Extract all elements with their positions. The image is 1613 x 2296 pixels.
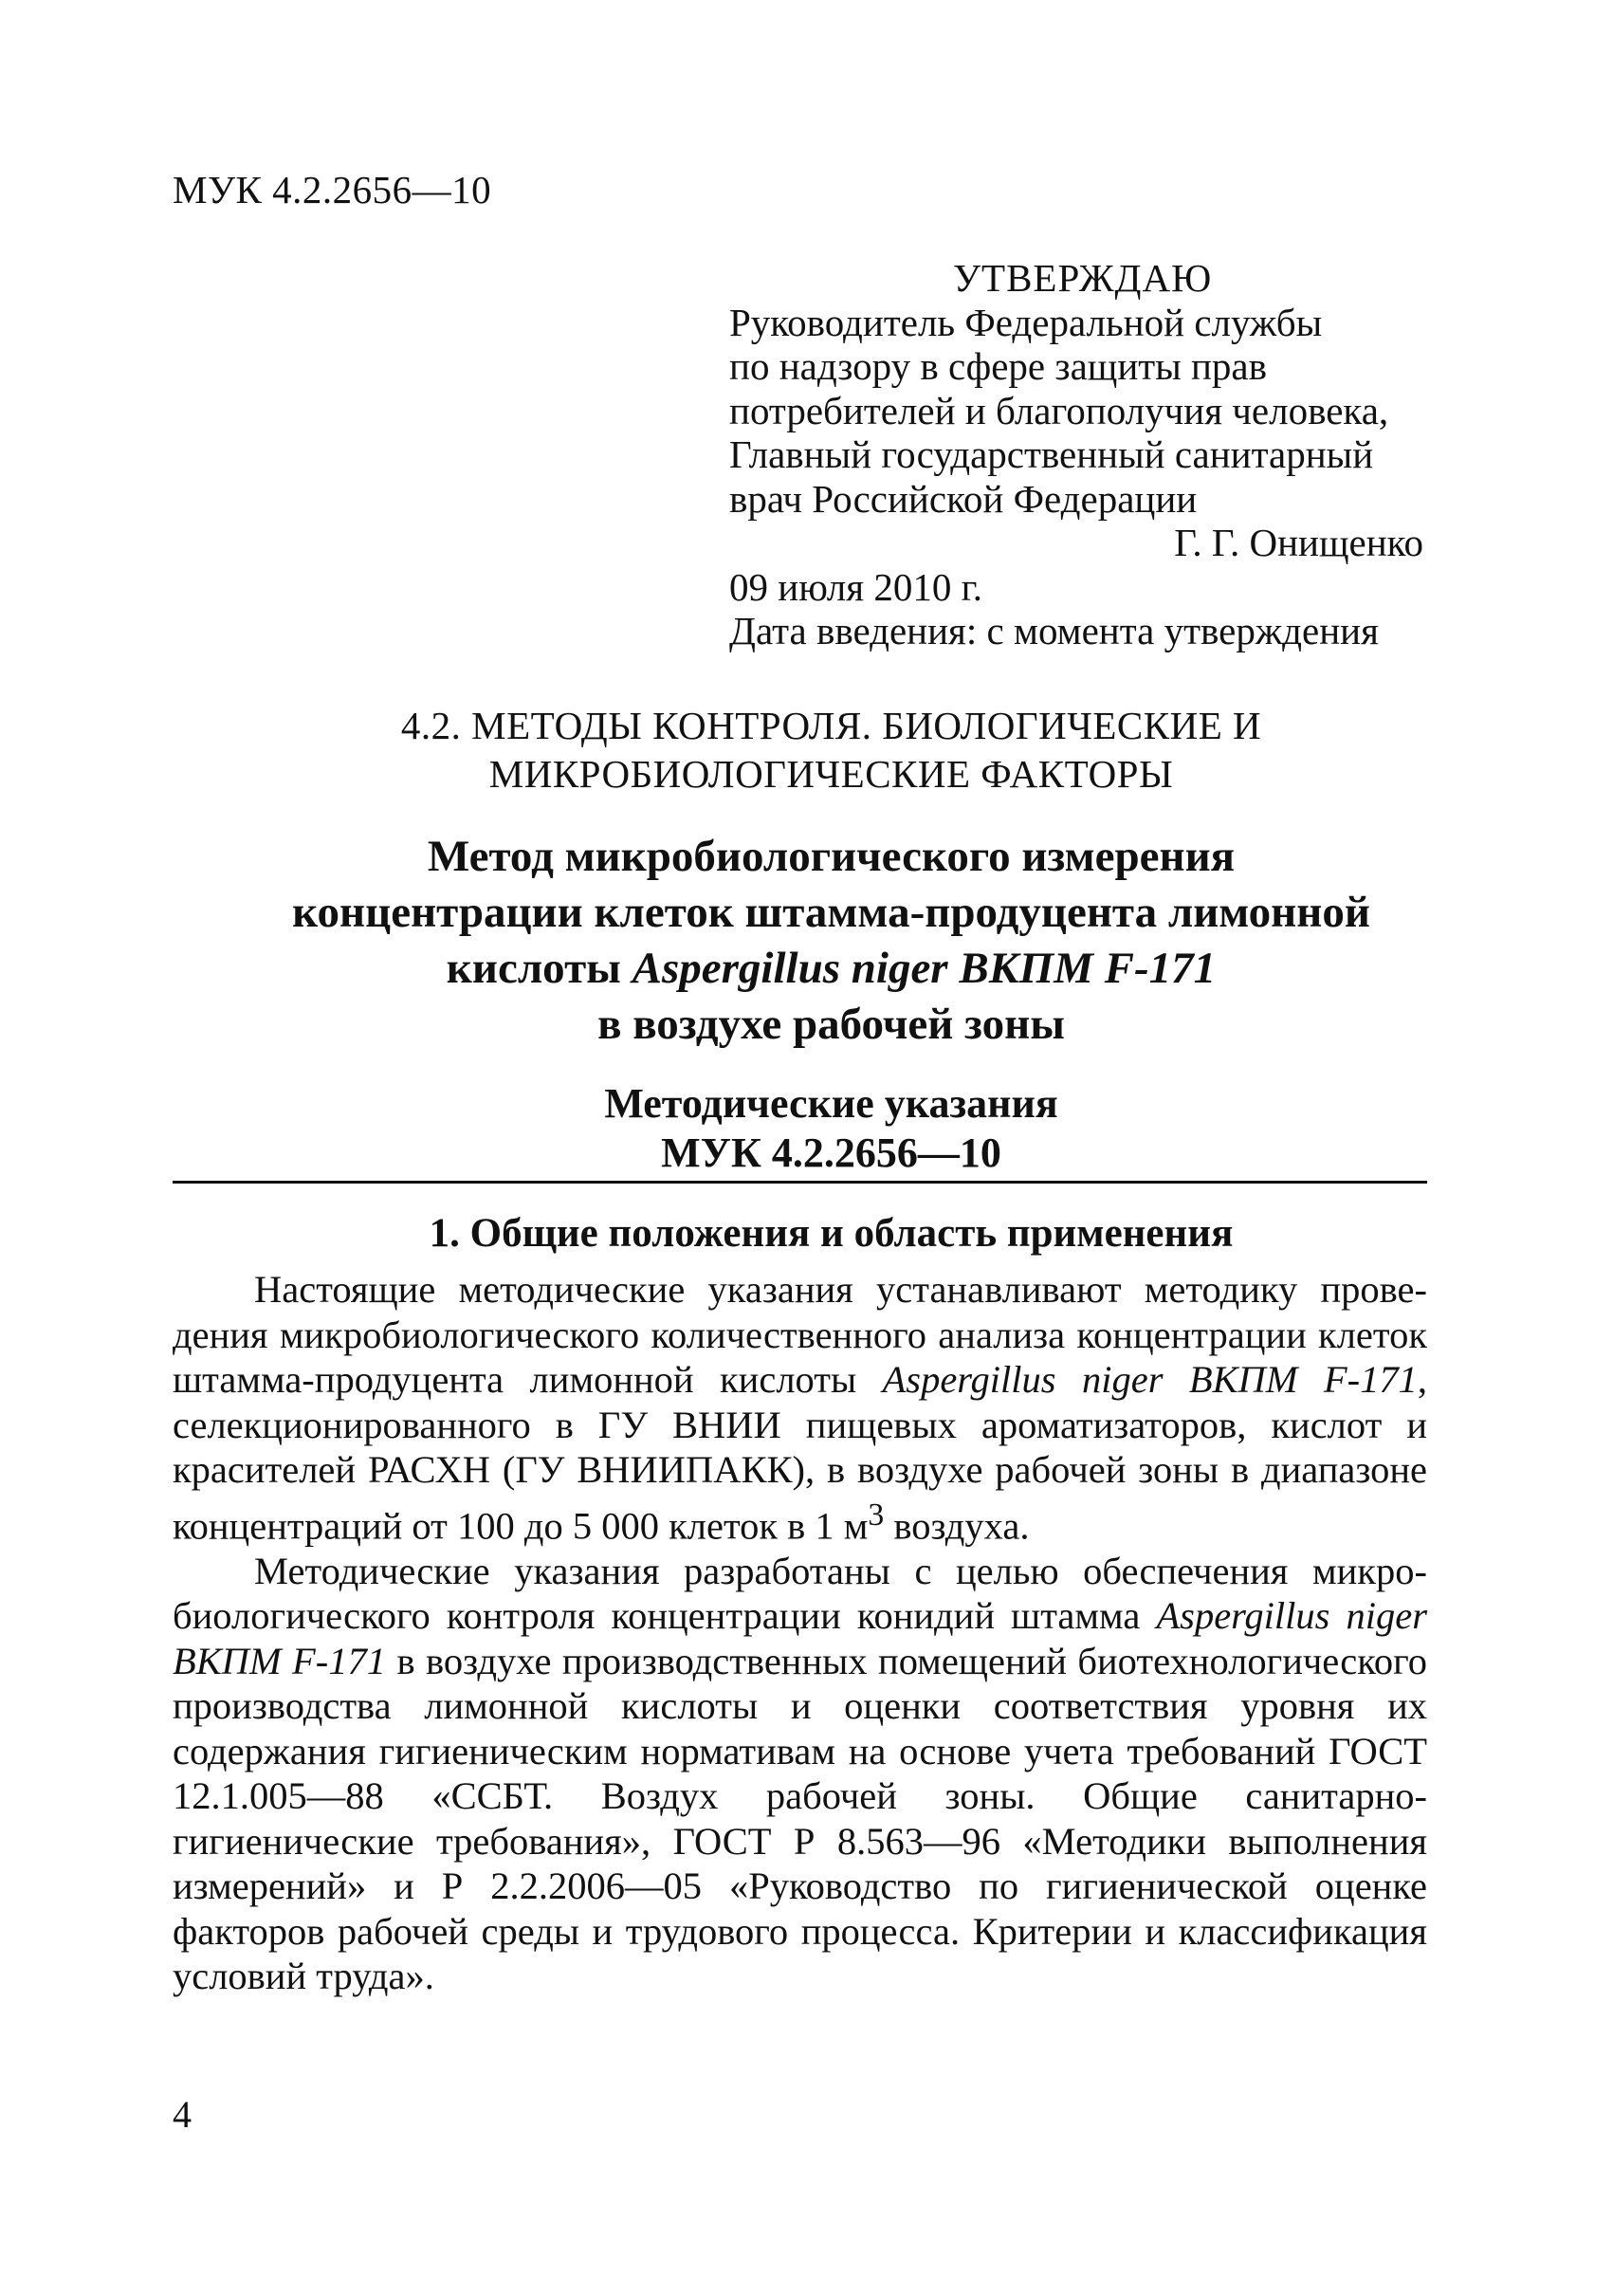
approval-heading: УТВЕРЖДАЮ	[953, 256, 1213, 300]
chapter-heading	[0, 1209, 1613, 1258]
paragraph-1	[173, 1267, 1427, 1549]
title-species-name: Aspergillus niger ВКПМ F-171	[632, 944, 1217, 993]
document-type-code: МУК 4.2.2656—10	[661, 1130, 1001, 1176]
title-line: в воздухе рабочей зоны	[597, 1000, 1065, 1049]
superscript: 3	[868, 1497, 885, 1533]
section-heading-line: МИКРОБИОЛОГИЧЕСКИЕ ФАКТОРЫ	[488, 752, 1174, 796]
approval-line: Главный государственный санитарный	[729, 432, 1374, 476]
paragraph-text: Методические указания разработаны с целью обеспечения микробиологического контроля концентрации конидий штамма	[173, 1549, 1427, 1637]
species-name: Aspergillus niger ВКПМ F-171	[882, 1358, 1418, 1401]
horizontal-rule	[173, 1181, 1427, 1184]
method-title	[0, 829, 1613, 1053]
title-text: кислоты	[446, 944, 632, 993]
approval-block	[729, 256, 1427, 653]
title-line: Метод микробиологического измерения	[427, 832, 1236, 881]
paragraph-text: воздуха.	[884, 1504, 1030, 1547]
section-heading-line: 4.2. МЕТОДЫ КОНТРОЛЯ. БИОЛОГИЧЕСКИЕ И	[400, 704, 1262, 747]
approval-line: по надзору в сфере защиты прав	[729, 344, 1267, 388]
title-line: концентрации клеток штамма-продуцента лимонной	[292, 888, 1370, 937]
approval-line: Руководитель Федеральной службы	[729, 300, 1323, 344]
section-heading	[0, 702, 1613, 799]
body-text	[173, 1267, 1427, 1999]
document-code: МУК 4.2.2656—10	[173, 168, 492, 211]
approval-line: потребителей и благополучия человека,	[729, 388, 1389, 432]
approval-date: 09 июля 2010 г.	[729, 564, 983, 609]
approval-signer: Г. Г. Онищенко	[1174, 521, 1423, 564]
page-number: 4	[173, 2093, 192, 2136]
chapter-heading-text: 1. Общие положения и область применения	[429, 1211, 1234, 1256]
effective-date: Дата введения: с момента утверждения	[729, 609, 1379, 652]
paragraph-text: Настоящие методические указания устанавливают методику проведения микробиологического количественного анализа концентрации клеток штамма-продуцента лимонной кислоты	[173, 1268, 1427, 1401]
document-type	[0, 1079, 1613, 1178]
document-type-label: Методические указания	[604, 1080, 1058, 1127]
paragraph-2	[173, 1549, 1427, 1999]
species-name: Aspergillus niger ВКПМ F-171	[173, 1594, 1427, 1682]
paragraph-text: , селекционированного в ГУ ВНИИ пищевых ароматизаторов, кислот и красителей РАСХН (ГУ ВНИИПАКК), в воздухе рабочей зоны в диапазоне концентраций от 100 до 5 000 клеток в 1 м	[173, 1358, 1427, 1547]
paragraph-text: в воздухе производственных помещений биотехнологического производства лимонной кислоты и оценки соответствия уровня их содержания гигиеническим нормативам на основе учета требований ГОСТ 12.1.005—88 «ССБТ. Воздух рабочей зоны. Общие санитарно-гигиенические требования», ГОСТ Р 8.563—96 «Методики выполнения измерений» и Р 2.2.2006—05 «Руководство по гигиенической оценке факторов рабочей среды и трудового процесса. Критерии и классификация условий труда».	[173, 1639, 1427, 1997]
title-line	[0, 941, 1613, 997]
approval-line: врач Российской Федерации	[729, 476, 1198, 521]
